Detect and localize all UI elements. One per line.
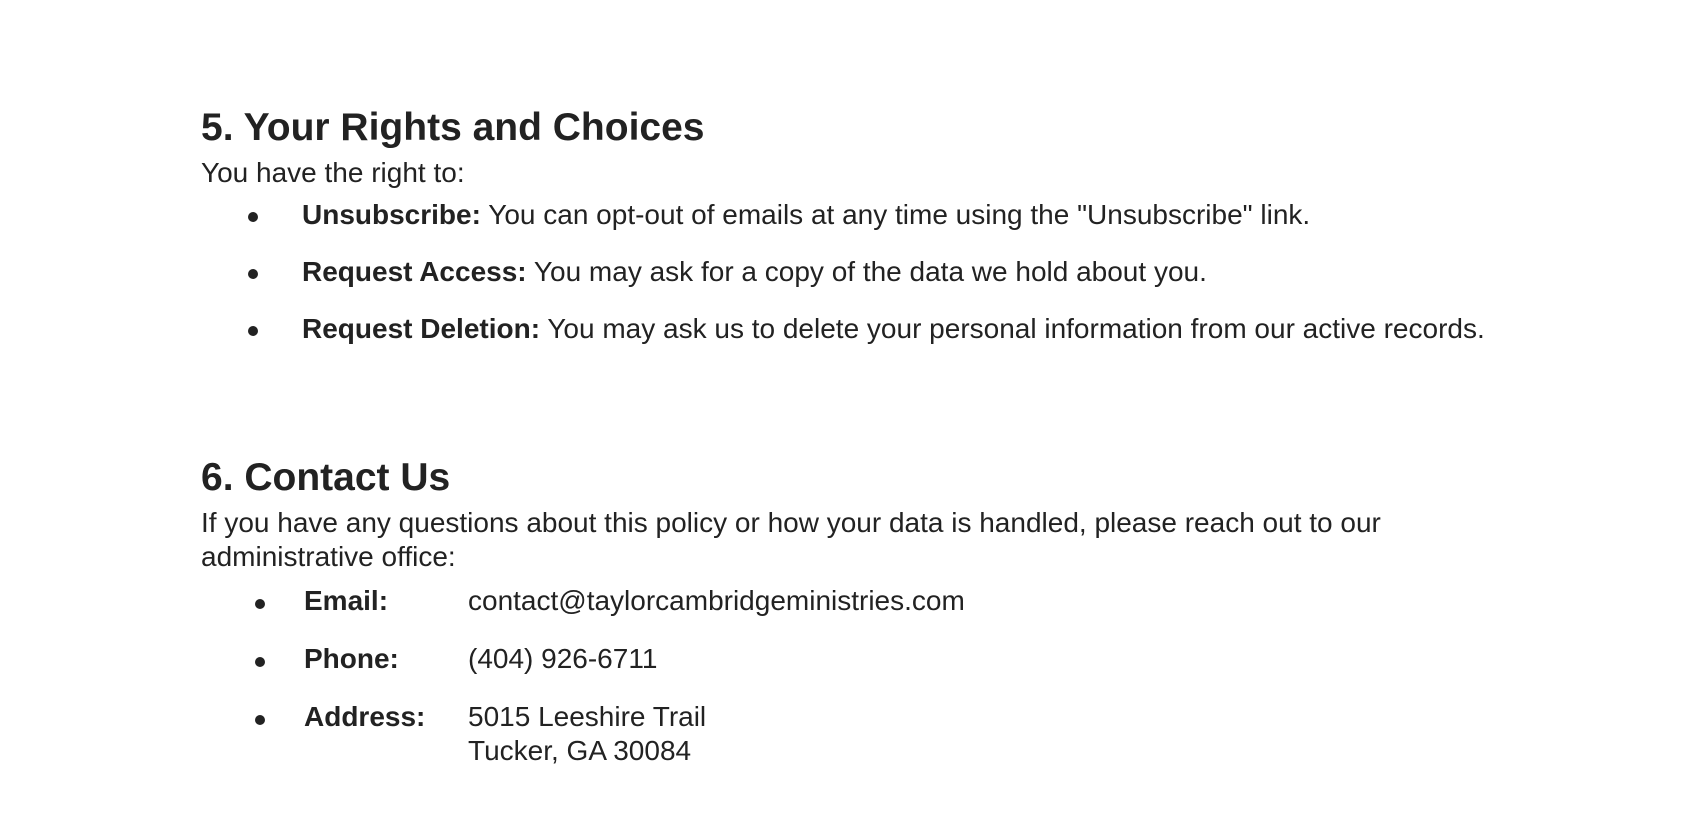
address-line-2: Tucker, GA 30084 [468, 735, 692, 766]
bullet-icon [255, 657, 265, 667]
rights-list [201, 198, 1485, 345]
right-text: You may ask for a copy of the data we hold about you. [533, 256, 1207, 287]
contact-section [201, 453, 1461, 768]
phone-label: Phone: [304, 643, 399, 674]
contact-address-item [201, 700, 1461, 768]
right-text: You may ask us to delete your personal information from our active records. [547, 313, 1485, 344]
address-value [468, 700, 706, 768]
right-term: Request Access: [302, 256, 527, 287]
list-item [201, 198, 1662, 231]
address-line-1: 5015 Leeshire Trail [468, 701, 707, 732]
contact-heading: 6. Contact Us [201, 456, 451, 499]
contact-list [201, 584, 1461, 768]
bullet-icon [248, 269, 258, 279]
bullet-icon [248, 212, 258, 222]
contact-email-item [201, 584, 1461, 618]
right-term: Request Deletion: [302, 313, 541, 344]
rights-heading: 5. Your Rights and Choices [201, 106, 705, 149]
email-label: Email: [304, 585, 389, 616]
rights-intro: You have the right to: [201, 157, 465, 188]
bullet-icon [255, 599, 265, 609]
address-label: Address: [304, 701, 426, 732]
contact-intro: If you have any questions about this policy or how your data is handled, please reach out to our administrative office: [201, 507, 1381, 572]
contact-phone-item [201, 642, 1461, 676]
list-item [201, 312, 1662, 345]
right-term: Unsubscribe: [302, 199, 481, 230]
phone-value: (404) 926-6711 [468, 643, 658, 674]
right-text: You can opt-out of emails at any time using the "Unsubscribe" link. [488, 199, 1311, 230]
list-item [201, 255, 1662, 288]
email-value: contact@taylorcambridgeministries.com [468, 585, 965, 616]
bullet-icon [248, 326, 258, 336]
rights-section [201, 103, 1485, 345]
bullet-icon [255, 715, 265, 725]
